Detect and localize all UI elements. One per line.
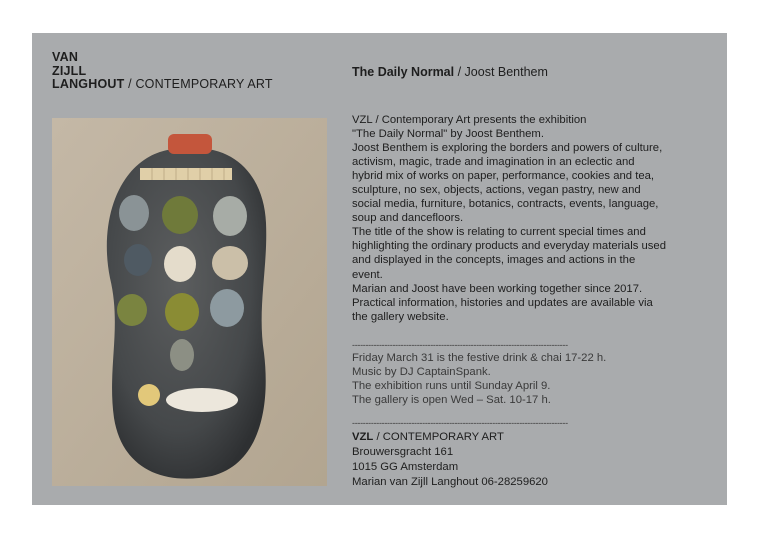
stone <box>119 195 149 231</box>
event-line: Music by DJ CaptainSpank. <box>352 366 491 379</box>
gallery-name: / CONTEMPORARY ART <box>373 431 504 443</box>
logo-subtitle: / CONTEMPORARY ART <box>124 77 273 91</box>
intro-line: soup and dancefloors. <box>352 212 464 225</box>
intro-line: hybrid mix of works on paper, performance, cookies and tea, <box>352 170 655 183</box>
separator-line: -------------------------------------------------------------------------------- <box>352 418 568 428</box>
contact-person: Marian van Zijll Langhout 06-28259620 <box>352 476 548 488</box>
exhibition-name: The Daily Normal <box>352 65 455 79</box>
event-line: The exhibition runs until Sunday April 9. <box>352 380 551 393</box>
invitation-card <box>32 33 727 505</box>
logo-line-3: LANGHOUT <box>52 77 125 91</box>
stone <box>213 196 247 236</box>
stone <box>170 339 194 371</box>
intro-line: Joost Benthem is exploring the borders and powers of culture, <box>352 142 663 155</box>
event-line: The gallery is open Wed – Sat. 10-17 h. <box>352 394 551 407</box>
address-street: Brouwersgracht 161 <box>352 446 454 458</box>
tile-strip <box>140 168 232 180</box>
stone <box>124 244 152 276</box>
intro-line: highlighting the ordinary products and everyday materials used <box>352 240 666 253</box>
stone <box>166 388 238 412</box>
stone <box>138 384 160 406</box>
stone <box>164 246 196 282</box>
logo-line-1: VAN <box>52 50 79 64</box>
event-info <box>352 351 606 407</box>
intro-line: sculpture, no sex, objects, actions, vegan pastry, new and <box>352 184 641 197</box>
intro-text <box>352 113 714 324</box>
stone <box>210 289 244 327</box>
stone <box>117 294 147 326</box>
intro-line: activism, magic, trade and imagination in an eclectic and <box>352 156 635 169</box>
gallery-logo <box>52 51 273 92</box>
address-city: 1015 GG Amsterdam <box>352 461 459 473</box>
artist-name: / Joost Benthem <box>454 65 548 79</box>
intro-line: Marian and Joost have been working together since 2017. <box>352 282 643 295</box>
stone <box>162 196 198 234</box>
stone <box>165 293 199 331</box>
intro-line: event. <box>352 268 383 281</box>
intro-line: The title of the show is relating to current special times and <box>352 226 646 239</box>
intro-line: Practical information, histories and updates are available via <box>352 296 653 309</box>
intro-line: social media, furniture, botanics, contracts, events, language, <box>352 198 659 211</box>
stone <box>212 246 248 280</box>
intro-line: VZL / Contemporary Art presents the exhibition <box>352 114 587 126</box>
contact-block <box>352 430 548 490</box>
artwork-photo <box>52 118 327 486</box>
red-pebble <box>168 134 212 154</box>
logo-line-2: ZIJLL <box>52 63 87 78</box>
gallery-name-abbrev: VZL <box>352 431 374 443</box>
exhibition-title <box>352 65 548 79</box>
intro-line: the gallery website. <box>352 310 449 323</box>
event-line: Friday March 31 is the festive drink & chai 17-22 h. <box>352 352 607 364</box>
intro-line: "The Daily Normal" by Joost Benthem. <box>352 128 544 141</box>
intro-line: and displayed in the concepts, images and actions in the <box>352 254 636 267</box>
separator-line: -------------------------------------------------------------------------------- <box>352 340 568 350</box>
